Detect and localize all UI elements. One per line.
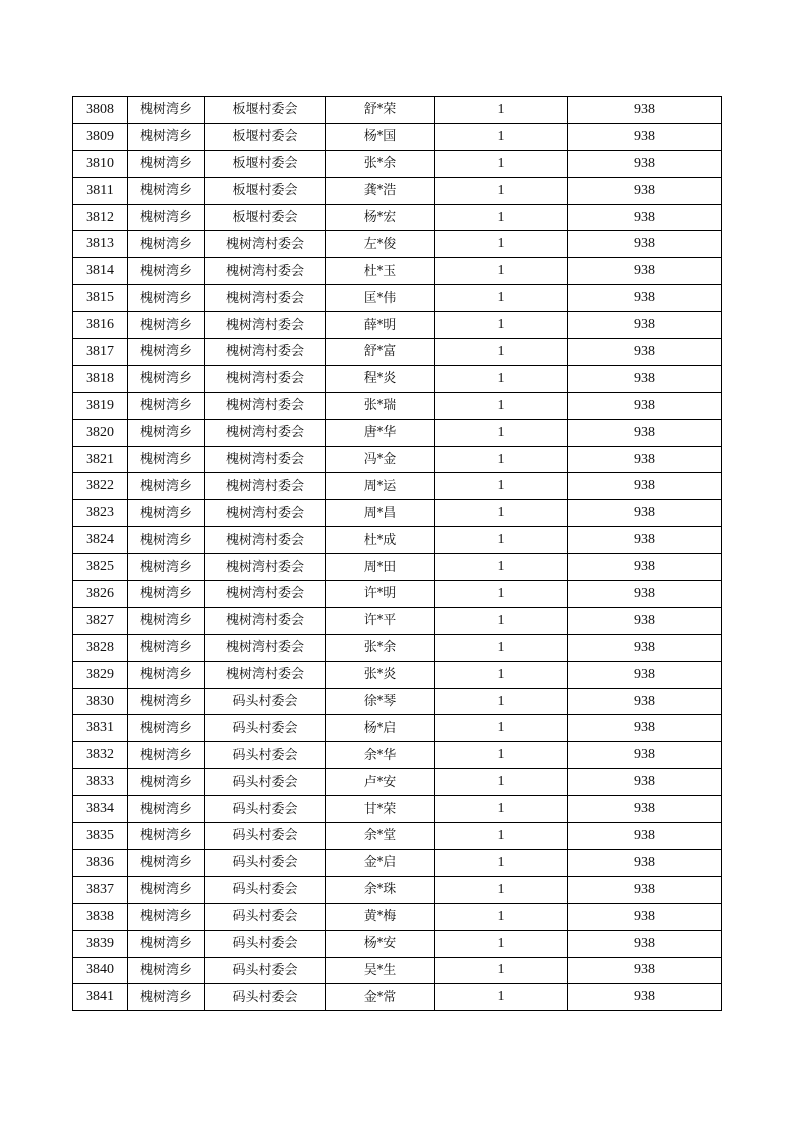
township-cell: 槐树湾乡: [128, 688, 205, 715]
table-row: [73, 231, 722, 258]
village-committee-cell: 槐树湾村委会: [205, 554, 326, 581]
township-cell: 槐树湾乡: [128, 796, 205, 823]
name-cell: 卢*安: [326, 769, 435, 796]
row-index-cell: 3825: [73, 554, 128, 581]
amount-cell: 938: [568, 177, 722, 204]
table-row: [73, 634, 722, 661]
name-cell: 杜*玉: [326, 258, 435, 285]
name-cell: 张*余: [326, 634, 435, 661]
amount-cell: 938: [568, 554, 722, 581]
village-committee-cell: 码头村委会: [205, 957, 326, 984]
table-body: [73, 97, 722, 1011]
table-row: [73, 796, 722, 823]
township-cell: 槐树湾乡: [128, 473, 205, 500]
name-cell: 黄*梅: [326, 903, 435, 930]
township-cell: 槐树湾乡: [128, 258, 205, 285]
township-cell: 槐树湾乡: [128, 123, 205, 150]
name-cell: 周*田: [326, 554, 435, 581]
amount-cell: 938: [568, 123, 722, 150]
name-cell: 许*明: [326, 581, 435, 608]
table-row: [73, 285, 722, 312]
row-index-cell: 3840: [73, 957, 128, 984]
count-cell: 1: [435, 634, 568, 661]
count-cell: 1: [435, 581, 568, 608]
count-cell: 1: [435, 392, 568, 419]
row-index-cell: 3832: [73, 742, 128, 769]
village-committee-cell: 槐树湾村委会: [205, 339, 326, 366]
row-index-cell: 3812: [73, 204, 128, 231]
village-committee-cell: 板堰村委会: [205, 150, 326, 177]
village-committee-cell: 码头村委会: [205, 742, 326, 769]
count-cell: 1: [435, 97, 568, 124]
amount-cell: 938: [568, 150, 722, 177]
village-committee-cell: 码头村委会: [205, 796, 326, 823]
township-cell: 槐树湾乡: [128, 661, 205, 688]
count-cell: 1: [435, 204, 568, 231]
row-index-cell: 3814: [73, 258, 128, 285]
township-cell: 槐树湾乡: [128, 231, 205, 258]
village-committee-cell: 槐树湾村委会: [205, 527, 326, 554]
township-cell: 槐树湾乡: [128, 903, 205, 930]
township-cell: 槐树湾乡: [128, 769, 205, 796]
amount-cell: 938: [568, 957, 722, 984]
village-committee-cell: 槐树湾村委会: [205, 500, 326, 527]
table-row: [73, 312, 722, 339]
count-cell: 1: [435, 742, 568, 769]
table-row: [73, 204, 722, 231]
row-index-cell: 3808: [73, 97, 128, 124]
count-cell: 1: [435, 876, 568, 903]
count-cell: 1: [435, 339, 568, 366]
name-cell: 匡*伟: [326, 285, 435, 312]
table-row: [73, 150, 722, 177]
village-committee-cell: 槐树湾村委会: [205, 231, 326, 258]
township-cell: 槐树湾乡: [128, 876, 205, 903]
table-row: [73, 715, 722, 742]
amount-cell: 938: [568, 688, 722, 715]
name-cell: 杨*启: [326, 715, 435, 742]
township-cell: 槐树湾乡: [128, 554, 205, 581]
name-cell: 金*启: [326, 849, 435, 876]
amount-cell: 938: [568, 527, 722, 554]
township-cell: 槐树湾乡: [128, 742, 205, 769]
count-cell: 1: [435, 823, 568, 850]
amount-cell: 938: [568, 715, 722, 742]
township-cell: 槐树湾乡: [128, 984, 205, 1011]
village-committee-cell: 槐树湾村委会: [205, 607, 326, 634]
count-cell: 1: [435, 419, 568, 446]
row-index-cell: 3809: [73, 123, 128, 150]
name-cell: 吴*生: [326, 957, 435, 984]
village-committee-cell: 板堰村委会: [205, 177, 326, 204]
township-cell: 槐树湾乡: [128, 500, 205, 527]
name-cell: 杨*安: [326, 930, 435, 957]
table-row: [73, 581, 722, 608]
count-cell: 1: [435, 554, 568, 581]
name-cell: 程*炎: [326, 365, 435, 392]
count-cell: 1: [435, 123, 568, 150]
name-cell: 周*运: [326, 473, 435, 500]
township-cell: 槐树湾乡: [128, 419, 205, 446]
village-committee-cell: 码头村委会: [205, 876, 326, 903]
amount-cell: 938: [568, 473, 722, 500]
township-cell: 槐树湾乡: [128, 392, 205, 419]
table-row: [73, 876, 722, 903]
row-index-cell: 3816: [73, 312, 128, 339]
name-cell: 杨*宏: [326, 204, 435, 231]
name-cell: 杨*国: [326, 123, 435, 150]
row-index-cell: 3824: [73, 527, 128, 554]
table-row: [73, 500, 722, 527]
township-cell: 槐树湾乡: [128, 957, 205, 984]
name-cell: 周*昌: [326, 500, 435, 527]
township-cell: 槐树湾乡: [128, 150, 205, 177]
township-cell: 槐树湾乡: [128, 849, 205, 876]
table-row: [73, 365, 722, 392]
table-row: [73, 97, 722, 124]
name-cell: 唐*华: [326, 419, 435, 446]
row-index-cell: 3820: [73, 419, 128, 446]
amount-cell: 938: [568, 419, 722, 446]
village-committee-cell: 码头村委会: [205, 930, 326, 957]
village-committee-cell: 板堰村委会: [205, 204, 326, 231]
table-row: [73, 446, 722, 473]
count-cell: 1: [435, 903, 568, 930]
count-cell: 1: [435, 177, 568, 204]
table-row: [73, 473, 722, 500]
village-committee-cell: 板堰村委会: [205, 97, 326, 124]
township-cell: 槐树湾乡: [128, 634, 205, 661]
amount-cell: 938: [568, 876, 722, 903]
township-cell: 槐树湾乡: [128, 97, 205, 124]
count-cell: 1: [435, 312, 568, 339]
amount-cell: 938: [568, 365, 722, 392]
table-row: [73, 258, 722, 285]
count-cell: 1: [435, 957, 568, 984]
amount-cell: 938: [568, 446, 722, 473]
row-index-cell: 3818: [73, 365, 128, 392]
township-cell: 槐树湾乡: [128, 715, 205, 742]
row-index-cell: 3834: [73, 796, 128, 823]
row-index-cell: 3826: [73, 581, 128, 608]
village-committee-cell: 槐树湾村委会: [205, 446, 326, 473]
amount-cell: 938: [568, 581, 722, 608]
name-cell: 冯*金: [326, 446, 435, 473]
village-committee-cell: 板堰村委会: [205, 123, 326, 150]
township-cell: 槐树湾乡: [128, 204, 205, 231]
village-committee-cell: 槐树湾村委会: [205, 312, 326, 339]
name-cell: 金*常: [326, 984, 435, 1011]
row-index-cell: 3823: [73, 500, 128, 527]
village-committee-cell: 码头村委会: [205, 849, 326, 876]
amount-cell: 938: [568, 930, 722, 957]
count-cell: 1: [435, 500, 568, 527]
row-index-cell: 3827: [73, 607, 128, 634]
name-cell: 余*珠: [326, 876, 435, 903]
count-cell: 1: [435, 607, 568, 634]
amount-cell: 938: [568, 849, 722, 876]
village-committee-cell: 槐树湾村委会: [205, 634, 326, 661]
amount-cell: 938: [568, 231, 722, 258]
count-cell: 1: [435, 796, 568, 823]
village-committee-cell: 码头村委会: [205, 769, 326, 796]
village-committee-cell: 码头村委会: [205, 823, 326, 850]
amount-cell: 938: [568, 796, 722, 823]
name-cell: 余*堂: [326, 823, 435, 850]
table-row: [73, 123, 722, 150]
amount-cell: 938: [568, 634, 722, 661]
village-committee-cell: 槐树湾村委会: [205, 473, 326, 500]
township-cell: 槐树湾乡: [128, 177, 205, 204]
township-cell: 槐树湾乡: [128, 607, 205, 634]
row-index-cell: 3837: [73, 876, 128, 903]
row-index-cell: 3830: [73, 688, 128, 715]
table-row: [73, 607, 722, 634]
row-index-cell: 3817: [73, 339, 128, 366]
name-cell: 张*瑞: [326, 392, 435, 419]
table-row: [73, 554, 722, 581]
count-cell: 1: [435, 365, 568, 392]
name-cell: 余*华: [326, 742, 435, 769]
row-index-cell: 3831: [73, 715, 128, 742]
name-cell: 杜*成: [326, 527, 435, 554]
count-cell: 1: [435, 527, 568, 554]
table-row: [73, 769, 722, 796]
amount-cell: 938: [568, 392, 722, 419]
row-index-cell: 3829: [73, 661, 128, 688]
village-committee-cell: 码头村委会: [205, 688, 326, 715]
table-row: [73, 688, 722, 715]
count-cell: 1: [435, 769, 568, 796]
name-cell: 张*炎: [326, 661, 435, 688]
row-index-cell: 3835: [73, 823, 128, 850]
count-cell: 1: [435, 285, 568, 312]
count-cell: 1: [435, 849, 568, 876]
village-committee-cell: 槐树湾村委会: [205, 419, 326, 446]
township-cell: 槐树湾乡: [128, 581, 205, 608]
row-index-cell: 3819: [73, 392, 128, 419]
row-index-cell: 3836: [73, 849, 128, 876]
row-index-cell: 3810: [73, 150, 128, 177]
village-committee-cell: 槐树湾村委会: [205, 258, 326, 285]
township-cell: 槐树湾乡: [128, 285, 205, 312]
table-row: [73, 957, 722, 984]
table-row: [73, 742, 722, 769]
table-row: [73, 849, 722, 876]
row-index-cell: 3822: [73, 473, 128, 500]
table-row: [73, 392, 722, 419]
table-row: [73, 527, 722, 554]
name-cell: 舒*富: [326, 339, 435, 366]
count-cell: 1: [435, 231, 568, 258]
row-index-cell: 3811: [73, 177, 128, 204]
amount-cell: 938: [568, 500, 722, 527]
count-cell: 1: [435, 688, 568, 715]
name-cell: 徐*琴: [326, 688, 435, 715]
amount-cell: 938: [568, 312, 722, 339]
amount-cell: 938: [568, 769, 722, 796]
row-index-cell: 3841: [73, 984, 128, 1011]
amount-cell: 938: [568, 285, 722, 312]
township-cell: 槐树湾乡: [128, 312, 205, 339]
name-cell: 张*余: [326, 150, 435, 177]
name-cell: 许*平: [326, 607, 435, 634]
name-cell: 舒*荣: [326, 97, 435, 124]
table-row: [73, 903, 722, 930]
row-index-cell: 3838: [73, 903, 128, 930]
name-cell: 左*俊: [326, 231, 435, 258]
recipient-table: [72, 96, 722, 1011]
count-cell: 1: [435, 258, 568, 285]
table-row: [73, 661, 722, 688]
village-committee-cell: 槐树湾村委会: [205, 392, 326, 419]
table-row: [73, 339, 722, 366]
amount-cell: 938: [568, 661, 722, 688]
village-committee-cell: 槐树湾村委会: [205, 365, 326, 392]
table-row: [73, 930, 722, 957]
amount-cell: 938: [568, 903, 722, 930]
township-cell: 槐树湾乡: [128, 823, 205, 850]
count-cell: 1: [435, 150, 568, 177]
name-cell: 甘*荣: [326, 796, 435, 823]
row-index-cell: 3821: [73, 446, 128, 473]
name-cell: 龚*浩: [326, 177, 435, 204]
township-cell: 槐树湾乡: [128, 930, 205, 957]
village-committee-cell: 码头村委会: [205, 715, 326, 742]
township-cell: 槐树湾乡: [128, 446, 205, 473]
count-cell: 1: [435, 446, 568, 473]
row-index-cell: 3839: [73, 930, 128, 957]
village-committee-cell: 槐树湾村委会: [205, 661, 326, 688]
township-cell: 槐树湾乡: [128, 365, 205, 392]
amount-cell: 938: [568, 339, 722, 366]
village-committee-cell: 码头村委会: [205, 984, 326, 1011]
table-row: [73, 419, 722, 446]
count-cell: 1: [435, 715, 568, 742]
amount-cell: 938: [568, 204, 722, 231]
row-index-cell: 3815: [73, 285, 128, 312]
count-cell: 1: [435, 473, 568, 500]
township-cell: 槐树湾乡: [128, 527, 205, 554]
count-cell: 1: [435, 661, 568, 688]
village-committee-cell: 槐树湾村委会: [205, 285, 326, 312]
amount-cell: 938: [568, 258, 722, 285]
village-committee-cell: 槐树湾村委会: [205, 581, 326, 608]
amount-cell: 938: [568, 742, 722, 769]
row-index-cell: 3828: [73, 634, 128, 661]
count-cell: 1: [435, 930, 568, 957]
count-cell: 1: [435, 984, 568, 1011]
table-row: [73, 823, 722, 850]
amount-cell: 938: [568, 97, 722, 124]
village-committee-cell: 码头村委会: [205, 903, 326, 930]
amount-cell: 938: [568, 607, 722, 634]
amount-cell: 938: [568, 823, 722, 850]
name-cell: 薛*明: [326, 312, 435, 339]
row-index-cell: 3833: [73, 769, 128, 796]
table-row: [73, 177, 722, 204]
table-row: [73, 984, 722, 1011]
amount-cell: 938: [568, 984, 722, 1011]
township-cell: 槐树湾乡: [128, 339, 205, 366]
row-index-cell: 3813: [73, 231, 128, 258]
